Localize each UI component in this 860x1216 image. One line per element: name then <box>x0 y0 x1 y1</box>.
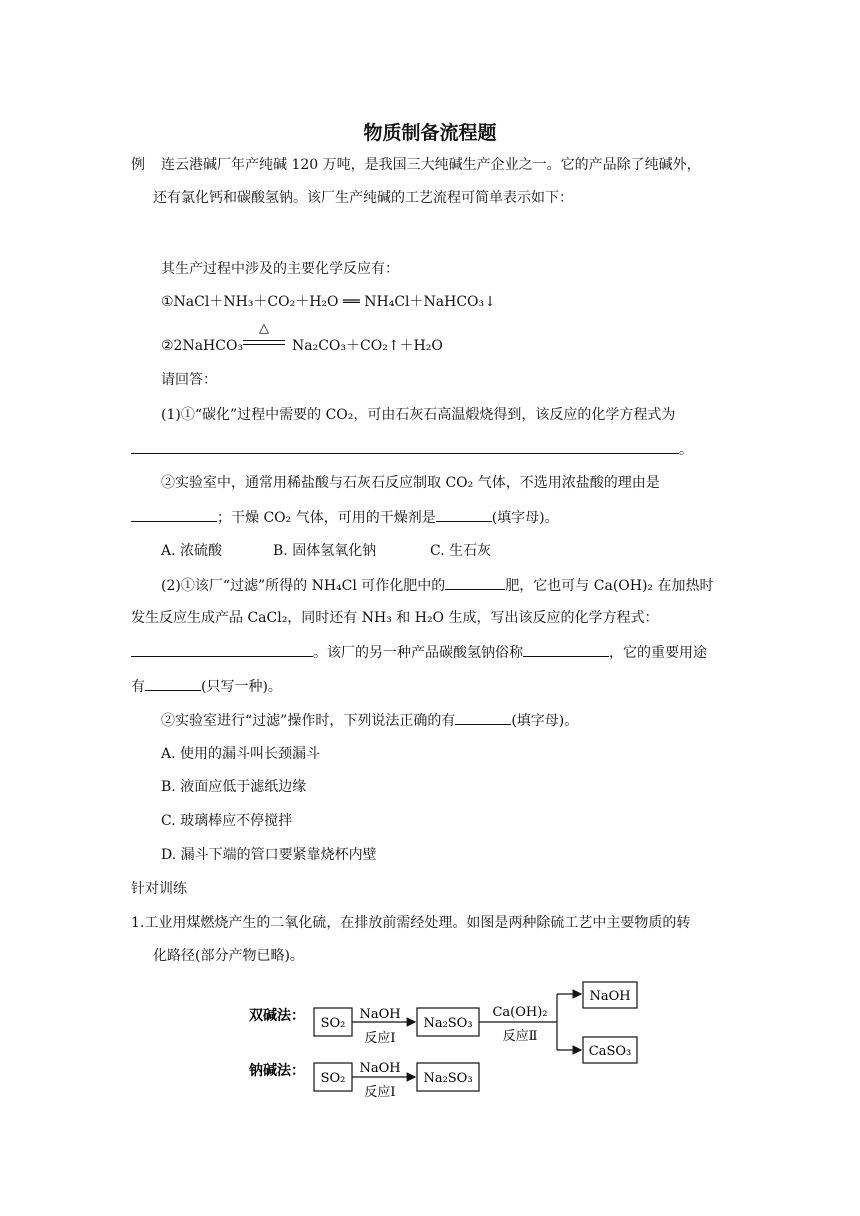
q1b-text: ②实验室中，通常用稀盐酸与石灰石反应制取 CO₂ 气体，不选用浓盐酸的理由是 <box>161 475 660 491</box>
q2-option-a: A. 使用的漏斗叫长颈漏斗 <box>161 746 321 762</box>
q2a-line4: 有 (只写一种)。 <box>131 676 282 697</box>
q1b-answer-line: ；干燥 CO₂ 气体，可用的干燥剂是 (填字母)。 <box>131 507 559 528</box>
problem-1-line1: 1.工业用煤燃烧产生的二氧化硫，在排放前需经处理。如图是两种除硫工艺中主要物质的转 <box>131 915 691 931</box>
caso3-product-label: CaSO₃ <box>588 1044 632 1059</box>
so2-label-1: SO₂ <box>320 1016 346 1031</box>
reaction2-label: 反应Ⅱ <box>502 1029 538 1044</box>
reaction-2-left: ②2NaHCO₃ <box>161 338 244 354</box>
example-text-line2: 还有氯化钙和碳酸氢钠。该厂生产纯碱的工艺流程可简单表示如下： <box>153 190 573 206</box>
q2-option-b: B. 液面应低于滤纸边缘 <box>161 779 307 795</box>
so2-label-2: SO₂ <box>320 1071 346 1086</box>
reaction-2-right: Na₂CO₃＋CO₂↑＋H₂O <box>292 338 443 354</box>
example-label: 例 <box>131 157 145 173</box>
heat-symbol: △ <box>259 321 269 336</box>
q2a-line3: 。该厂的另一种产品碳酸氢钠俗称 ，它的重要用途 <box>131 642 707 663</box>
q1-option-c: C. 生石灰 <box>430 543 492 559</box>
na2so3-label-2: Na₂SO₃ <box>423 1071 473 1086</box>
reactions-intro: 其生产过程中涉及的主要化学反应有： <box>161 261 399 277</box>
q1-option-a: A. 浓硫酸 <box>161 543 223 559</box>
caoh2-reagent: Ca(OH)₂ <box>492 1005 548 1020</box>
naoh-reagent-1: NaOH <box>359 1007 401 1022</box>
naoh-product-label: NaOH <box>589 989 631 1004</box>
q2b-text: ②实验室进行“过滤”操作时，下列说法正确的有 (填字母)。 <box>161 710 578 731</box>
q2a-line1: (2)①该厂“过滤”所得的 NH₄Cl 可作化肥中的 肥，它也可与 Ca(OH)₂ 在加热时 <box>161 575 714 596</box>
q2-option-d: D. 漏斗下端的管口要紧靠烧杯内壁 <box>161 847 377 863</box>
q1-option-b: B. 固体氢氧化钠 <box>273 543 377 559</box>
q2-option-c: C. 玻璃棒应不停搅拌 <box>161 813 293 829</box>
example-text-line1: 连云港碱厂年产纯碱 120 万吨，是我国三大纯碱生产企业之一。它的产品除了纯碱外， <box>161 157 701 173</box>
reaction1-label-row2: 反应Ⅰ <box>364 1085 396 1100</box>
na2so3-label-1: Na₂SO₃ <box>423 1016 473 1031</box>
naoh-reagent-2: NaOH <box>359 1061 401 1076</box>
q2a-line2: 发生反应生成产品 CaCl₂，同时还有 NH₃ 和 H₂O 生成，写出该反应的化学方程式： <box>131 610 659 626</box>
page-title: 物质制备流程题 <box>363 122 497 144</box>
q1a-answer-line: 。 <box>131 439 693 460</box>
row2-label: 钠碱法： <box>249 1063 305 1079</box>
answer-prompt: 请回答： <box>161 372 217 388</box>
reaction-1: ①NaCl＋NH₃＋CO₂＋H₂O ══ NH₄Cl＋NaHCO₃↓ <box>161 294 496 310</box>
training-heading: 针对训练 <box>131 881 187 897</box>
q1a-text: (1)①“碳化”过程中需要的 CO₂，可由石灰石高温煅烧得到，该反应的化学方程式为 <box>161 407 676 423</box>
reaction1-label-row1: 反应Ⅰ <box>364 1031 396 1046</box>
problem-1-line2: 化路径(部分产物已略)。 <box>153 948 304 964</box>
row1-label: 双碱法： <box>249 1008 305 1024</box>
